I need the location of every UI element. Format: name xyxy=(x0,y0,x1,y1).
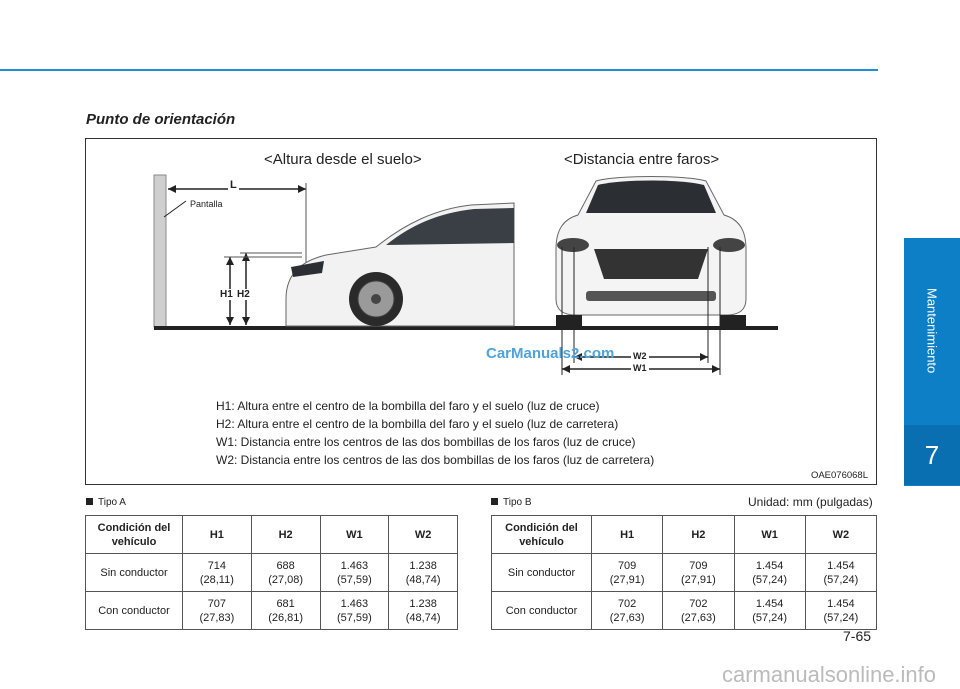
value-cell: 1.463 (57,59) xyxy=(320,592,389,630)
header-cell: H2 xyxy=(251,516,320,554)
value-cell: 1.463 (57,59) xyxy=(320,554,389,592)
value-cell: 1.238 (48,74) xyxy=(389,554,458,592)
table-row xyxy=(86,554,458,592)
watermark: CarManuals2.com xyxy=(486,345,615,362)
table-row xyxy=(86,592,458,630)
label-W2: W2 xyxy=(633,351,647,361)
figure-title-distance: <Distancia entre faros> xyxy=(564,151,720,168)
value-cell: 707 (27,83) xyxy=(183,592,252,630)
row-label: Con conductor xyxy=(86,592,183,630)
header-cell: H2 xyxy=(663,516,734,554)
headlamp-aiming-figure xyxy=(85,138,877,485)
table-row xyxy=(492,592,877,630)
header-cell: W1 xyxy=(320,516,389,554)
spec-table-tipo-a xyxy=(85,515,458,630)
header-cell: W2 xyxy=(389,516,458,554)
header-cell: Condición del vehículo xyxy=(492,516,592,554)
value-cell: 1.454 (57,24) xyxy=(805,592,876,630)
footer-logo[interactable]: carmanualsonline.info xyxy=(722,662,937,687)
car-front-view xyxy=(556,177,746,327)
header-cell: Condición del vehículo xyxy=(86,516,183,554)
table-header-row xyxy=(492,516,877,554)
label-H1: H1 xyxy=(220,289,233,300)
figure-title-height: <Altura desde el suelo> xyxy=(264,151,422,168)
tipo-a-label: Tipo A xyxy=(86,497,126,508)
page-number: 7-65 xyxy=(843,628,872,644)
table-row xyxy=(492,554,877,592)
value-cell: 702 (27,63) xyxy=(663,592,734,630)
chapter-number: 7 xyxy=(904,425,960,485)
value-cell: 688 (27,08) xyxy=(251,554,320,592)
value-cell: 1.454 (57,24) xyxy=(734,592,805,630)
value-cell: 1.238 (48,74) xyxy=(389,592,458,630)
figure-code: OAE076068L xyxy=(810,470,868,481)
section-title: Punto de orientación xyxy=(86,111,236,128)
value-cell: 702 (27,63) xyxy=(592,592,663,630)
unit-note: Unidad: mm (pulgadas) xyxy=(748,495,873,509)
label-W1: W1 xyxy=(633,363,647,373)
legend-h2: H2: Altura entre el centro de la bombilla del faro y el suelo (luz de carretera) xyxy=(216,417,619,431)
car-side-view xyxy=(286,203,514,326)
screen-wall xyxy=(154,175,166,327)
diagram-illustration xyxy=(86,139,876,484)
legend-w2: W2: Distancia entre los centros de las dos bombillas de los faros (luz de carretera) xyxy=(216,453,655,467)
value-cell: 714 (28,11) xyxy=(183,554,252,592)
legend-h1: H1: Altura entre el centro de la bombilla del faro y el suelo (luz de cruce) xyxy=(216,399,600,413)
row-label: Con conductor xyxy=(492,592,592,630)
bullet-square-icon xyxy=(491,498,498,505)
value-cell: 709 (27,91) xyxy=(592,554,663,592)
pantalla-pointer xyxy=(164,201,186,217)
value-cell: 1.454 (57,24) xyxy=(734,554,805,592)
row-label: Sin conductor xyxy=(492,554,592,592)
header-cell: W1 xyxy=(734,516,805,554)
chapter-name: Mantenimiento xyxy=(924,288,940,374)
value-cell: 709 (27,91) xyxy=(663,554,734,592)
label-pantalla: Pantalla xyxy=(190,199,223,209)
tipo-b-label: Tipo B xyxy=(491,497,532,508)
legend-w1: W1: Distancia entre los centros de las dos bombillas de los faros (luz de cruce) xyxy=(216,435,636,449)
header-cell: H1 xyxy=(183,516,252,554)
bullet-square-icon xyxy=(86,498,93,505)
row-label: Sin conductor xyxy=(86,554,183,592)
header-cell: W2 xyxy=(805,516,876,554)
spec-table-tipo-b xyxy=(491,515,877,630)
table-header-row xyxy=(86,516,458,554)
header-rule xyxy=(0,69,878,71)
label-L: L xyxy=(230,179,237,191)
value-cell: 681 (26,81) xyxy=(251,592,320,630)
label-H2: H2 xyxy=(237,289,250,300)
ground-line xyxy=(154,326,778,330)
header-cell: H1 xyxy=(592,516,663,554)
value-cell: 1.454 (57,24) xyxy=(805,554,876,592)
